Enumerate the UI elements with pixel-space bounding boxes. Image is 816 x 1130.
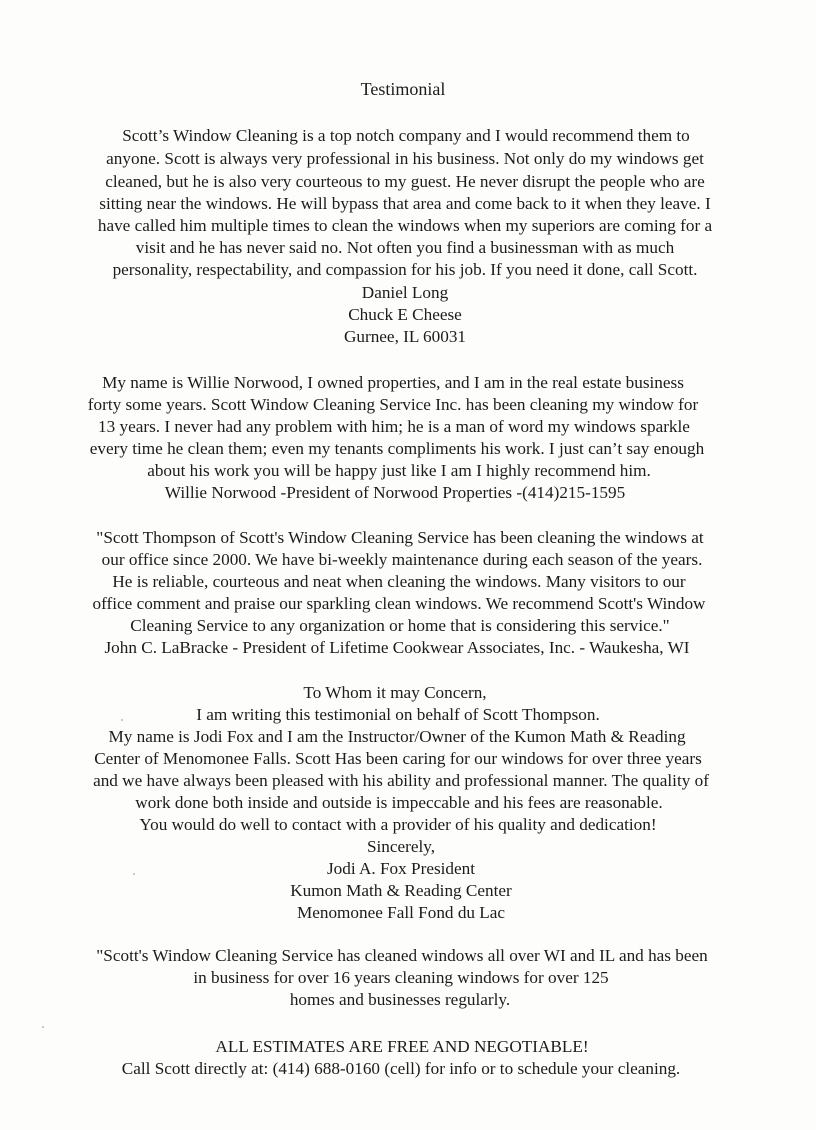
testimonial-2-line-5: about his work you will be happy just like I am I highly recommend him. — [147, 461, 651, 480]
testimonial-1-line-5: have called him multiple times to clean the windows when my superiors are coming for a — [97, 216, 713, 235]
signature-location: Menomonee Fall Fond du Lac — [296, 903, 506, 922]
testimonial-3-line-1: "Scott Thompson of Scott's Window Cleaning Service has been cleaning the windows at — [96, 528, 704, 547]
signature-company: Kumon Math & Reading Center — [290, 881, 512, 900]
testimonial-2-line-3: 13 years. I never had any problem with him; he is a man of word my windows sparkle — [98, 417, 690, 436]
testimonial-1-line-6: visit and he has never said no. Not often you find a businessman with as much — [135, 238, 675, 257]
testimonial-4-line-2: I am writing this testimonial on behalf of Scott Thompson. — [196, 705, 600, 724]
testimonial-4-line-3: My name is Jodi Fox and I am the Instructor/Owner of the Kumon Math & Reading — [108, 727, 686, 746]
signature-company: Chuck E Cheese — [348, 305, 462, 324]
closing: Sincerely, — [366, 837, 436, 856]
signature-name: Daniel Long — [361, 283, 449, 302]
testimonial-4-line-6: work done both inside and outside is impeccable and his fees are reasonable. — [135, 793, 663, 812]
testimonial-3-line-5: Cleaning Service to any organization or home that is considering this service." — [130, 616, 670, 635]
estimates-notice: ALL ESTIMATES ARE FREE AND NEGOTIABLE! — [215, 1037, 589, 1056]
signature-line: John C. LaBracke - President of Lifetime Cookwear Associates, Inc. - Waukesha, WI — [104, 638, 690, 657]
signature-location: Gurnee, IL 60031 — [343, 327, 467, 346]
testimonial-3-line-2: our office since 2000. We have bi-weekly maintenance during each season of the years. — [101, 550, 703, 569]
summary-line-3: homes and businesses regularly. — [289, 990, 511, 1009]
signature-name: Jodi A. Fox President — [326, 859, 475, 878]
summary-line-2: in business for over 16 years cleaning windows for over 125 — [193, 968, 609, 987]
summary-line-1: "Scott's Window Cleaning Service has cleaned windows all over WI and IL and has been — [96, 946, 708, 965]
testimonial-4-line-5: and we have always been pleased with his ability and professional manner. The quality of — [93, 771, 709, 790]
scan-speck — [133, 873, 135, 875]
signature-line: Willie Norwood -President of Norwood Properties -(414)215-1595 — [164, 483, 626, 502]
testimonial-2-line-1: My name is Willie Norwood, I owned properties, and I am in the real estate business — [102, 373, 684, 392]
testimonial-1-line-1: Scott’s Window Cleaning is a top notch company and I would recommend them to — [122, 126, 690, 145]
contact-line: Call Scott directly at: (414) 688-0160 (cell) for info or to schedule your cleaning. — [121, 1059, 681, 1078]
testimonial-1-line-7: personality, respectability, and compassion for his job. If you need it done, call Scott. — [112, 260, 698, 279]
testimonial-1-line-4: sitting near the windows. He will bypass that area and come back to it when they leave. I — [99, 194, 711, 213]
scan-speck — [42, 1026, 44, 1028]
testimonial-2-line-4: every time he clean them; even my tenants compliments his work. I just can’t say enough — [89, 439, 705, 458]
testimonial-4-line-4: Center of Menomonee Falls. Scott Has been caring for our windows for over three years — [94, 749, 702, 768]
testimonial-3-line-3: He is reliable, courteous and neat when cleaning the windows. Many visitors to our — [112, 572, 686, 591]
testimonial-2-line-2: forty some years. Scott Window Cleaning Service Inc. has been cleaning my window for — [87, 395, 699, 414]
scan-speck — [121, 719, 123, 721]
testimonial-1-line-2: anyone. Scott is always very professional in his business. Not only do my windows get — [106, 149, 704, 168]
salutation: To Whom it may Concern, — [303, 683, 487, 702]
page-title: Testimonial — [360, 79, 446, 99]
testimonial-1-line-3: cleaned, but he is also very courteous to my guest. He never disrupt the people who are — [105, 172, 705, 191]
testimonial-3-line-4: office comment and praise our sparkling clean windows. We recommend Scott's Window — [92, 594, 706, 613]
testimonial-4-line-7: You would do well to contact with a provider of his quality and dedication! — [139, 815, 657, 834]
